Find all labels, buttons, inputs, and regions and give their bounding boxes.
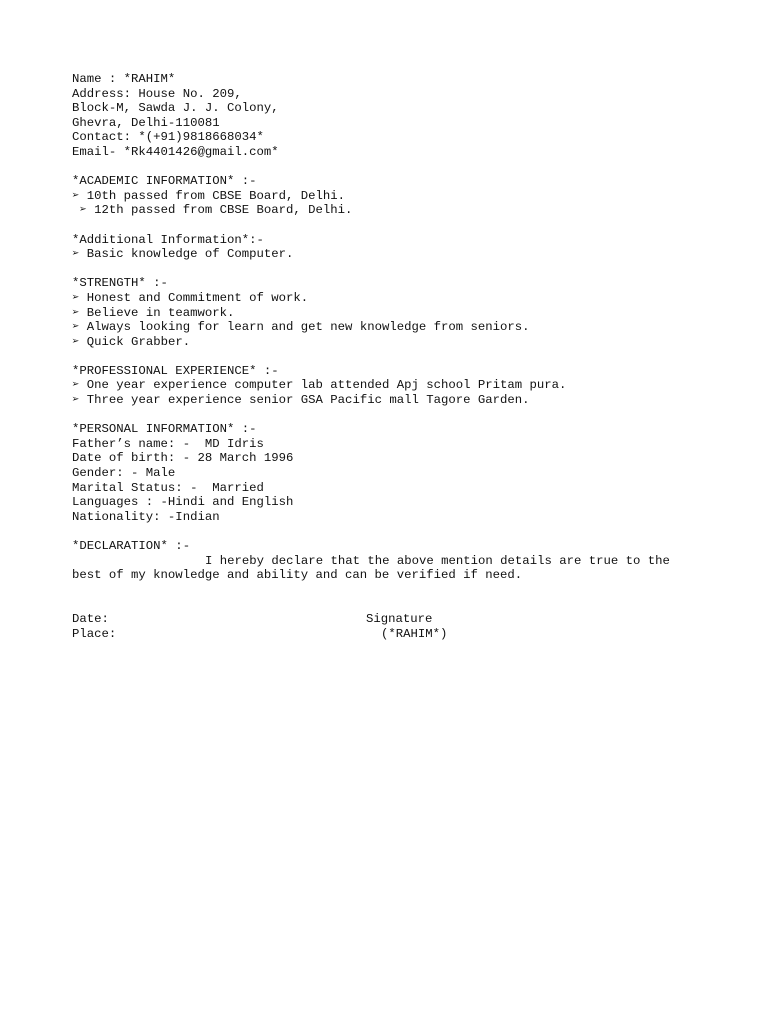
additional-heading: *Additional Information*:- — [72, 232, 264, 247]
email-line: Email- *Rk4401426@gmail.com* — [72, 144, 279, 159]
nationality-line: Nationality: -Indian — [72, 509, 220, 524]
spacer — [72, 583, 712, 598]
spacer — [72, 408, 712, 423]
signature-name: (*RAHIM*) — [381, 626, 448, 641]
experience-heading: *PROFESSIONAL EXPERIENCE* :- — [72, 363, 279, 378]
signature-label: Signature — [366, 611, 433, 626]
spacer — [72, 524, 712, 539]
address-line-2: Block-M, Sawda J. J. Colony, — [72, 101, 279, 116]
spacer — [72, 262, 712, 277]
declaration-text: I hereby declare that the above mention details are true to the best of my knowledge and ability and can be verified if need. — [72, 553, 670, 583]
gender-line: Gender: - Male — [72, 466, 176, 481]
strength-item: ➢ Always looking for learn and get new knowledge from seniors. — [72, 320, 530, 335]
date-of-birth-line: Date of birth: - 28 March 1996 — [72, 451, 294, 466]
marital-status-line: Marital Status: - Married — [72, 480, 264, 495]
additional-item: ➢ Basic knowledge of Computer. — [72, 247, 294, 262]
strength-item: ➢ Quick Grabber. — [72, 334, 191, 349]
spacer — [72, 218, 712, 233]
academic-item: ➢ 10th passed from CBSE Board, Delhi. — [72, 188, 346, 203]
footer-row-date — [72, 612, 712, 627]
spacer — [72, 597, 712, 612]
contact-line: Contact: *(+91)9818668034* — [72, 130, 264, 145]
declaration-heading: *DECLARATION* :- — [72, 539, 191, 553]
languages-line: Languages : -Hindi and English — [72, 495, 294, 510]
spacer — [72, 349, 712, 364]
strength-item: ➢ Honest and Commitment of work. — [72, 290, 309, 305]
address-line-1: Address: House No. 209, — [72, 86, 242, 101]
personal-heading: *PERSONAL INFORMATION* :- — [72, 422, 257, 437]
spacer — [72, 160, 712, 175]
strength-item: ➢ Believe in teamwork. — [72, 305, 235, 320]
name-line: Name : *RAHIM* — [72, 72, 176, 86]
experience-item: ➢ One year experience computer lab attended Apj school Pritam pura. — [72, 378, 567, 393]
experience-item: ➢ Three year experience senior GSA Pacific mall Tagore Garden. — [72, 393, 530, 408]
place-label: Place: — [72, 626, 117, 641]
father-name-line: Father’s name: - MD Idris — [72, 436, 264, 451]
academic-item: ➢ 12th passed from CBSE Board, Delhi. — [72, 203, 353, 218]
date-label: Date: — [72, 611, 109, 626]
declaration-paragraph — [72, 554, 684, 583]
strength-heading: *STRENGTH* :- — [72, 276, 168, 291]
address-line-3: Ghevra, Delhi-110081 — [72, 115, 220, 130]
footer-row-place — [72, 627, 712, 642]
resume-body — [72, 72, 712, 641]
academic-heading: *ACADEMIC INFORMATION* :- — [72, 174, 257, 189]
